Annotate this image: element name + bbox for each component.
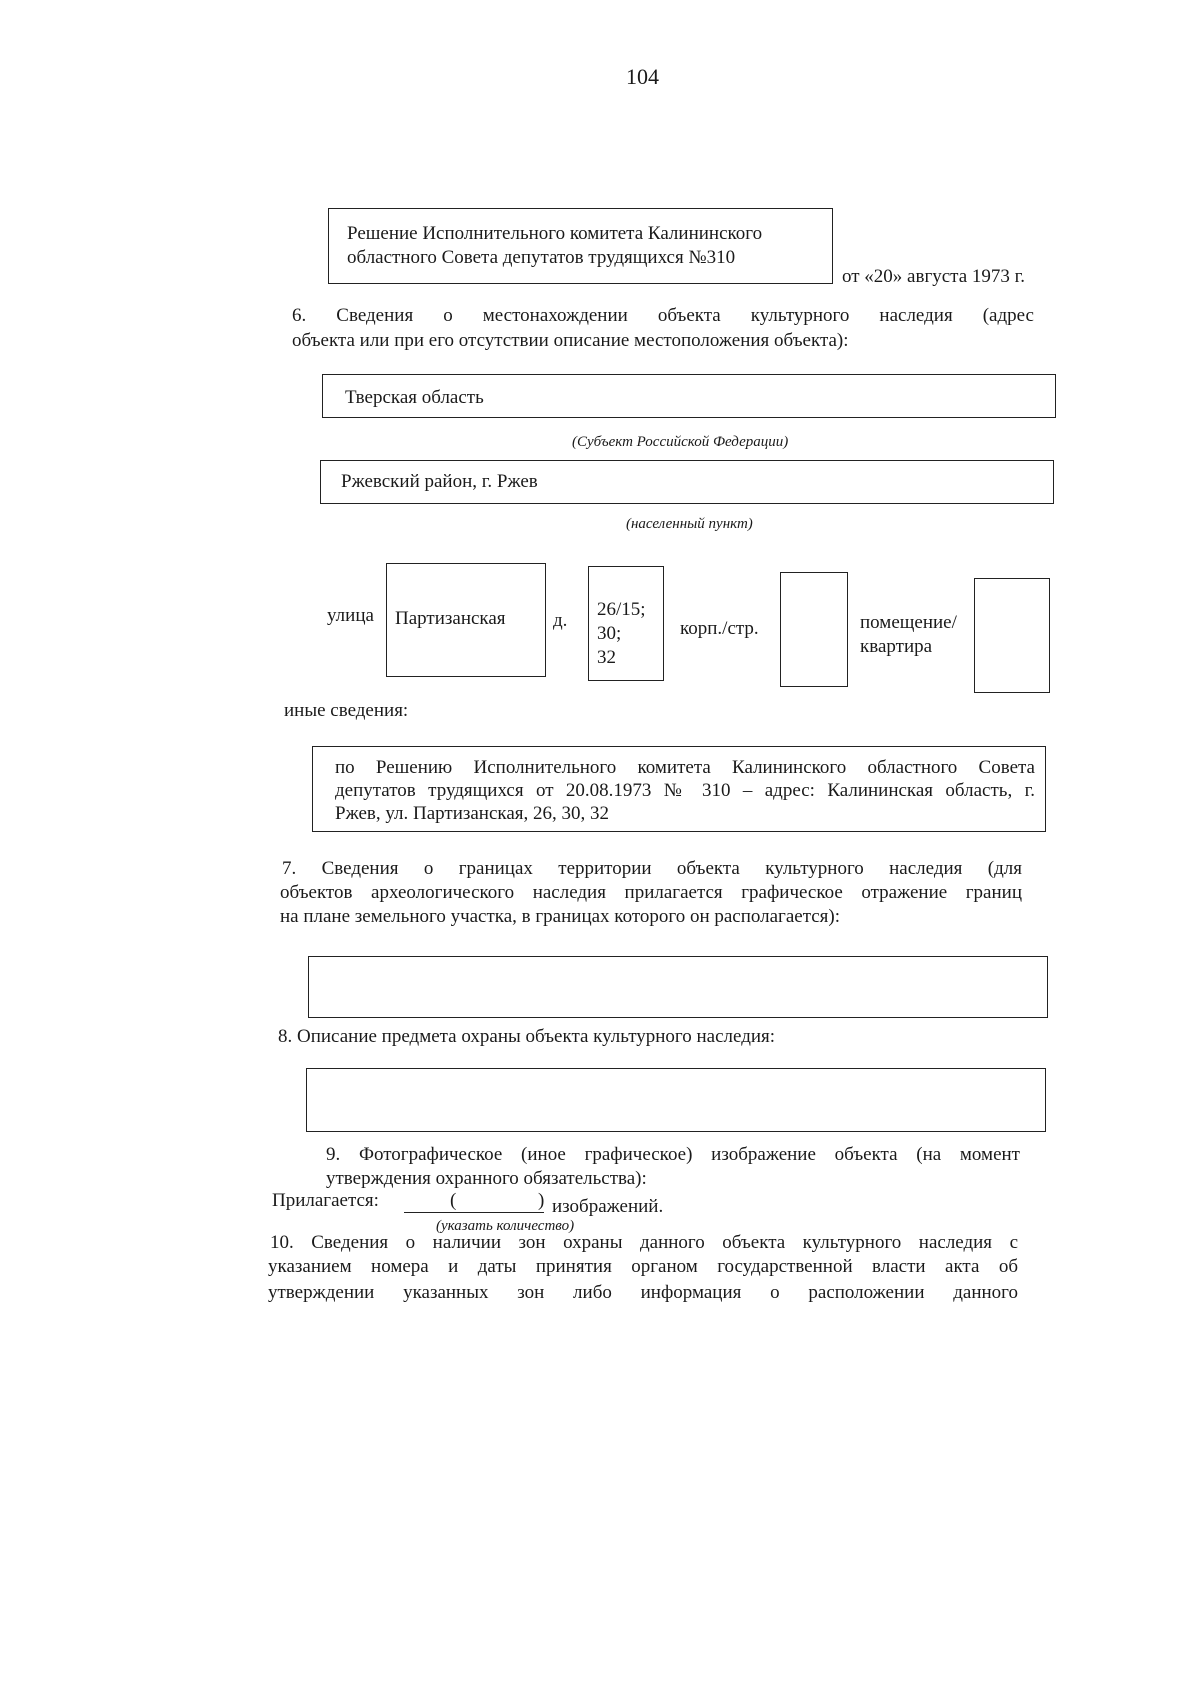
- locality-field[interactable]: [320, 460, 1054, 504]
- other-info-field[interactable]: [312, 746, 1046, 832]
- section6-heading-1: 6. Сведения о местонахождении объекта культурного наследия (адрес: [292, 305, 1034, 326]
- section10-line-1: 10. Сведения о наличии зон охраны данного объекта культурного наследия с: [270, 1232, 1018, 1253]
- house-field[interactable]: [588, 566, 664, 681]
- decision-line-1: Решение Исполнительного комитета Калининского: [347, 223, 763, 244]
- building-label: корп./стр.: [680, 618, 759, 639]
- attached-label: Прилагается:: [272, 1190, 379, 1211]
- subject-caption: (Субъект Российской Федерации): [572, 434, 789, 450]
- protection-subject-field[interactable]: [306, 1068, 1046, 1132]
- section9-line-1: 9. Фотографическое (иное графическое) изображение объекта (на момент: [326, 1144, 1020, 1165]
- house-value-2: 30;: [597, 623, 622, 644]
- locality-value: Ржевский район, г. Ржев: [341, 471, 538, 492]
- house-value-1: 26/15;: [597, 599, 646, 620]
- room-label-1: помещение/: [860, 612, 957, 633]
- count-close-paren: ): [538, 1190, 545, 1211]
- section7-line-1: 7. Сведения о границах территории объекта культурного наследия (для: [282, 858, 1022, 879]
- section10-line-2: указанием номера и даты принятия органом государственной власти акта об: [268, 1256, 1018, 1277]
- count-caption: (указать количество): [436, 1218, 575, 1234]
- other-info-label: иные сведения:: [284, 700, 409, 721]
- decision-line-2: областного Совета депутатов трудящихся №310: [347, 247, 736, 268]
- section7-line-2: объектов археологического наследия прилагается графическое отражение границ: [280, 882, 1022, 903]
- house-value-3: 32: [597, 647, 616, 668]
- decision-date: от «20» августа 1973 г.: [842, 266, 1026, 287]
- decision-box: [328, 208, 833, 284]
- other-info-line-2: депутатов трудящихся от 20.08.1973 № 310 – адрес: Калининская область, г.: [335, 780, 1035, 801]
- street-value: Партизанская: [395, 608, 506, 629]
- count-open-paren: (: [450, 1190, 457, 1211]
- street-field[interactable]: [386, 563, 546, 677]
- room-field[interactable]: [974, 578, 1050, 693]
- section6-heading-2: объекта или при его отсутствии описание местоположения объекта):: [292, 330, 849, 351]
- section8-heading: 8. Описание предмета охраны объекта культурного наследия:: [278, 1026, 776, 1047]
- house-label: д.: [553, 610, 568, 631]
- section9-line-2: утверждения охранного обязательства):: [326, 1168, 647, 1189]
- page-number: 104: [626, 64, 659, 89]
- locality-caption: (населенный пункт): [626, 516, 753, 532]
- subject-value: Тверская область: [345, 387, 484, 408]
- section7-line-3: на плане земельного участка, в границах которого он располагается):: [280, 906, 841, 927]
- section10-line-3: утверждении указанных зон либо информация о расположении данного: [268, 1282, 1018, 1303]
- image-count-field[interactable]: [404, 1190, 544, 1213]
- boundaries-field[interactable]: [308, 956, 1048, 1018]
- other-info-line-1: по Решению Исполнительного комитета Калининского областного Совета: [335, 757, 1035, 778]
- building-field[interactable]: [780, 572, 848, 687]
- street-label: улица: [327, 605, 374, 626]
- images-label: изображений.: [552, 1196, 664, 1217]
- other-info-line-3: Ржев, ул. Партизанская, 26, 30, 32: [335, 803, 610, 824]
- room-label-2: квартира: [860, 636, 933, 657]
- subject-field[interactable]: [322, 374, 1056, 418]
